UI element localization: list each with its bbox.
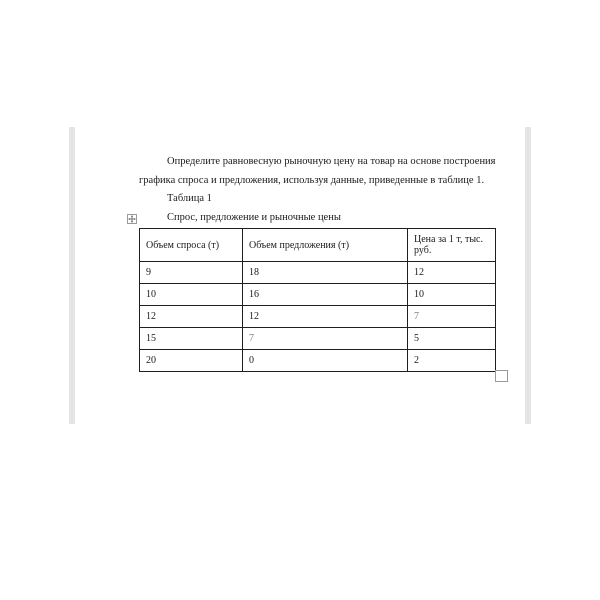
table-resize-handle[interactable] (495, 370, 508, 382)
right-page-gutter (525, 127, 531, 424)
table-label: Таблица 1 (167, 193, 212, 204)
cell-demand: 20 (140, 350, 243, 372)
paragraph-line-1: Определите равновесную рыночную цену на товар на основе построения (167, 156, 496, 167)
cell-supply: 0 (243, 350, 408, 372)
data-table (139, 228, 496, 372)
cell-demand: 10 (140, 284, 243, 306)
cell-demand: 9 (140, 262, 243, 284)
header-supply: Объем предложения (т) (243, 229, 408, 262)
table-row (140, 350, 496, 372)
cell-supply: 7 (243, 328, 408, 350)
table-row (140, 328, 496, 350)
cell-price: 7 (408, 306, 496, 328)
paragraph-line-2: графика спроса и предложения, используя данные, приведенные в таблице 1. (139, 175, 485, 186)
cell-price: 2 (408, 350, 496, 372)
cell-demand: 12 (140, 306, 243, 328)
cell-supply: 12 (243, 306, 408, 328)
cell-supply: 18 (243, 262, 408, 284)
table-row (140, 262, 496, 284)
header-demand: Объем спроса (т) (140, 229, 243, 262)
table-header-row (140, 229, 496, 262)
cell-price: 12 (408, 262, 496, 284)
cell-price: 5 (408, 328, 496, 350)
table-move-handle-icon[interactable] (127, 214, 137, 224)
table-row (140, 284, 496, 306)
table-caption: Спрос, предложение и рыночные цены (167, 212, 341, 223)
left-page-gutter (69, 127, 75, 424)
cell-supply: 16 (243, 284, 408, 306)
cell-demand: 15 (140, 328, 243, 350)
header-price: Цена за 1 т, тыс. руб. (408, 229, 496, 262)
table-row (140, 306, 496, 328)
cell-price: 10 (408, 284, 496, 306)
